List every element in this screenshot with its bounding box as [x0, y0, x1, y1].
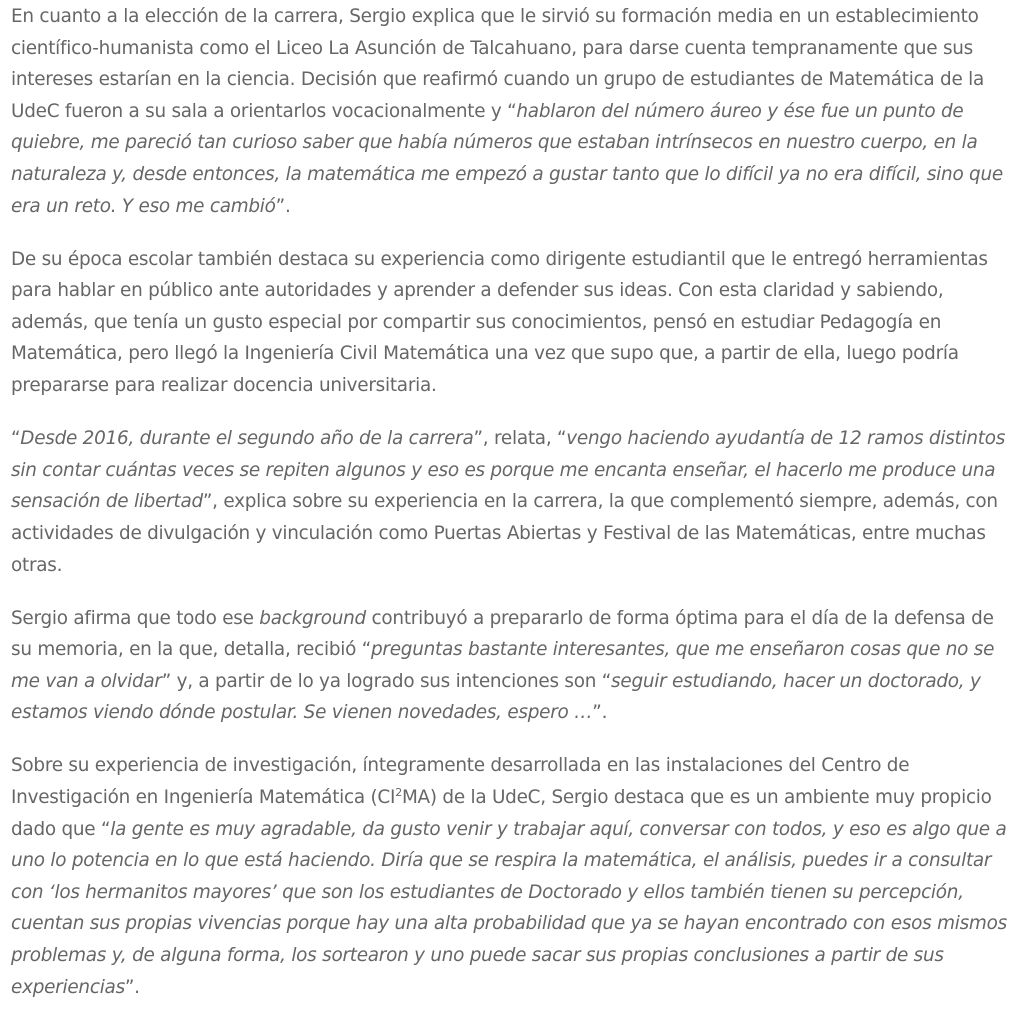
text-segment: ”. [592, 702, 608, 724]
text-segment: la gente es muy agradable, da gusto venir y trabajar aquí, conversar con todos, y eso es algo que a uno lo potencia en lo que está haciendo. Diría que se respira la matemática, el análisis, puedes ir a consultar con ‘los hermanitos mayores’ que son los estudiantes de Doctorado y ellos también tienen su percepción, cuentan sus propias vivencias porque hay una alta probabilidad que ya se hayan encontrado con esos mismos problemas y, de alguna forma, los sortearon y uno puede sacar sus propias conclusiones a partir de sus experiencias [11, 818, 1007, 998]
text-segment: De su época escolar también destaca su experiencia como dirigente estudiantil que le entregó herramientas para hablar en público ante autoridades y aprender a defender sus ideas. Con esta claridad y sabiendo, además, que tenía un gusto especial por compartir sus conocimientos, pensó en estudiar Pedagogía en Matemática, pero llegó la Ingeniería Civil Matemática una vez que supo que, a partir de ella, luego podría prepararse para realizar docencia universitaria. [11, 248, 988, 397]
text-segment: ”. [275, 195, 291, 217]
quote-italic: preguntas bastante interesantes, que me enseñaron cosas que no se me van a olvidar [11, 639, 995, 692]
article-body [11, 1, 1011, 1025]
quote-italic: seguir estudiando, hacer un doctorado, y estamos viendo dónde postular. Se vienen novedades, espero … [11, 670, 981, 724]
quote-italic: hablaron del número áureo y ése fue un punto de quiebre, me pareció tan curioso saber que había números que estaban intrínsecos en nuestro cuerpo, en la naturaleza y, desde entonces, la matemática me empezó a gustar tanto que lo difícil ya no era difícil, sino que era un reto. Y eso me cambió [11, 100, 1003, 217]
text-segment: MA) de la UdeC, Sergio destaca que es un ambiente muy propicio dado que “ [11, 787, 992, 840]
text-segment: Sergio afirma que todo ese [11, 607, 260, 629]
text-segment: Sobre su experiencia de investigación, íntegramente desarrollada en las instalaciones del Centro de Investigación en Ingeniería Matemática (CI [11, 755, 910, 809]
text-segment: ”. [124, 976, 140, 998]
superscript: 2 [395, 786, 402, 800]
text-segment: ”, relata, “ [473, 428, 567, 450]
paragraph-teaching-assistant [11, 423, 1011, 581]
text-segment: ”, explica sobre su experiencia en la carrera, la que complementó siempre, además, con actividades de divulgación y vinculación como Puertas Abiertas y Festival de las Matemáticas, entre muchas otras. [11, 491, 998, 576]
paragraph-career-choice [11, 1, 1011, 222]
text-segment: ” y, a partir de lo ya logrado sus intenciones son “ [161, 670, 612, 692]
paragraph-research-experience [11, 750, 1011, 1003]
quote-italic: vengo haciendo ayudantía de 12 ramos distintos sin contar cuántas veces se repiten algunos y eso es porque me encanta enseñar, el hacerlo me produce una sensación de libertad [11, 428, 1006, 513]
quote-italic: Desde 2016, durante el segundo año de la carrera [20, 428, 474, 450]
text-segment: contribuyó a prepararlo de forma óptima para el día de la defensa de su memoria, en la que, detalla, recibió “ [11, 607, 994, 661]
text-segment: “ [11, 428, 21, 450]
text-segment: En cuanto a la elección de la carrera, Sergio explica que le sirvió su formación media en un establecimiento científico-humanista como el Liceo La Asunción de Talcahuano, para darse cuenta tempranamente que sus intereses estarían en la ciencia. Decisión que reafirmó cuando un grupo de estudiantes de Matemática de la UdeC fueron a su sala a orientarlos vocacionalmente y “ [11, 6, 985, 122]
paragraph-thesis-defense [11, 603, 1011, 729]
term-italic: background [259, 607, 366, 629]
paragraph-student-leader [11, 244, 1011, 402]
